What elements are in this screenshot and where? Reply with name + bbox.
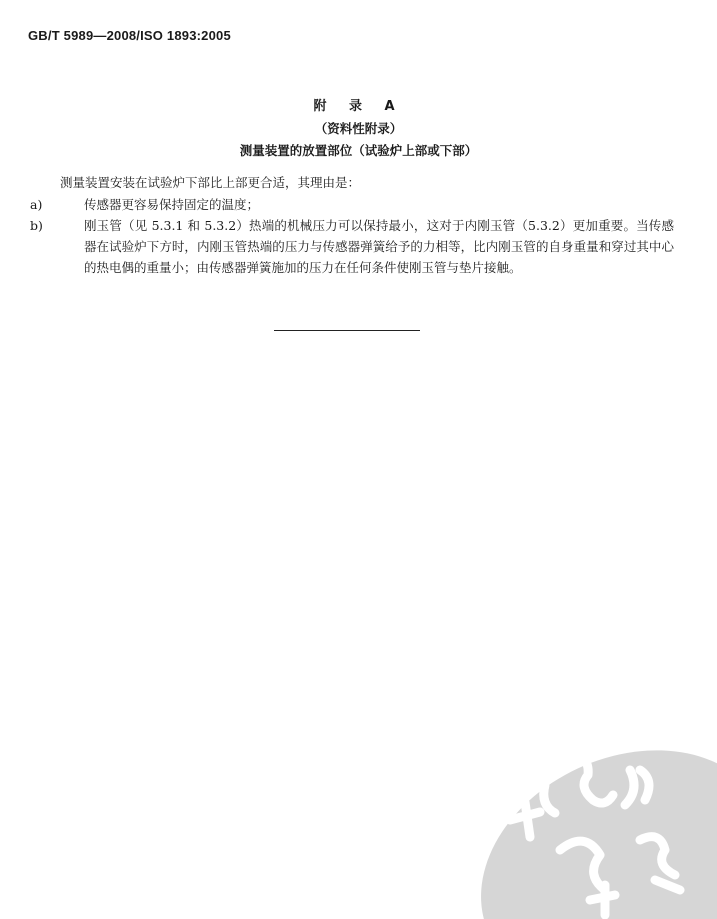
standard-number: GB/T 5989—2008/ISO 1893:2005 [28,28,231,43]
annex-title: 附 录 A [313,99,404,114]
list-item-text: 刚玉管（见 5.3.1 和 5.3.2）热端的机械压力可以保持最小，这对于内刚玉管（5.3.2）更加重要。当传感器在试验炉下方时，内刚玉管热端的压力与传感器弹簧给予的力相等，比内刚玉管的自身重量和穿过其中心的热电偶的重量小；由传感器弹簧施加的压力在任何条件使刚玉管与垫片接触。 [84,218,674,275]
annex-type: （资料性附录） [314,121,403,136]
end-rule [274,330,420,331]
list-item-text: 传感器更容易保持固定的温度； [84,197,260,212]
annex-heading: 测量装置的放置部位（试验炉上部或下部） [239,143,478,158]
intro-paragraph: 测量装置安装在试验炉下部比上部更合适，其理由是： [60,175,361,190]
list-item-label: b) [30,218,43,233]
watermark-stamp [450,700,717,919]
list-item-label: a) [30,197,43,212]
